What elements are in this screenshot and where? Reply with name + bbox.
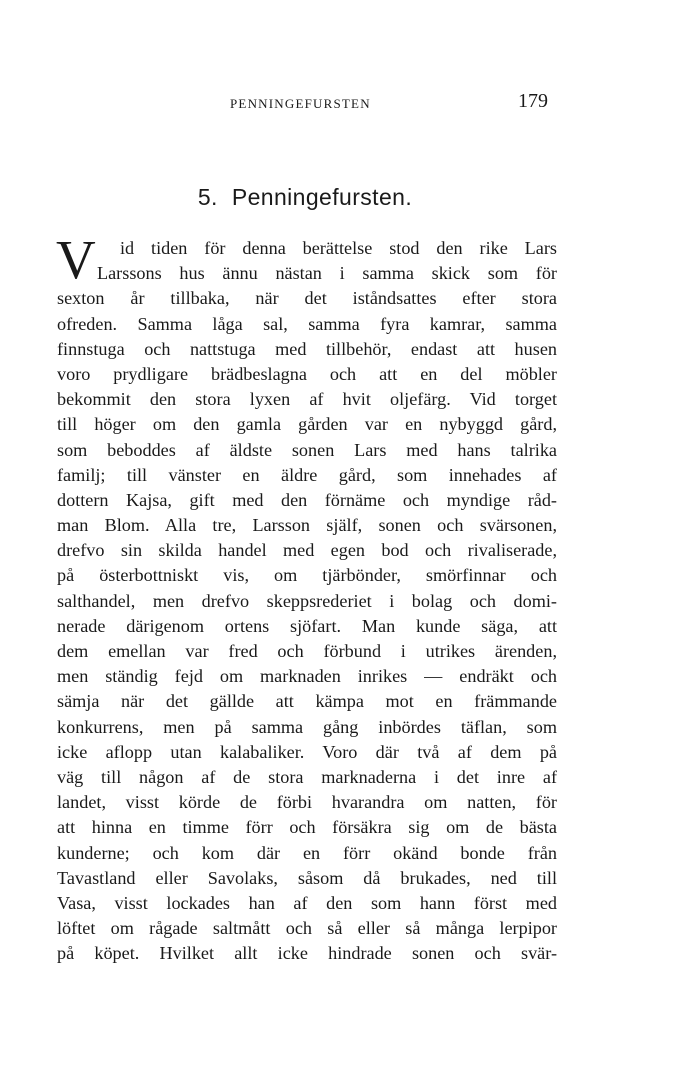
text-line: nerade därigenom ortens sjöfart. Man kunde säga, att (57, 615, 557, 636)
running-head (0, 90, 680, 116)
text-line: voro prydligare brädbeslagna och att en del möbler (57, 363, 557, 384)
text-line: ofreden. Samma låga sal, samma fyra kamrar, samma (57, 313, 557, 334)
text-line: drefvo sin skilda handel med egen bod och rivaliserade, (57, 540, 557, 561)
text-line: men ständig fejd om marknaden inrikes — endräkt och (57, 666, 557, 687)
chapter-heading (0, 184, 610, 211)
text-line: icke aflopp utan kalabaliker. Voro där två af dem på (57, 741, 557, 762)
text-line: id tiden för denna berättelse stod den rike Lars (120, 238, 557, 258)
text-line: på köpet. Hvilket allt icke hindrade sonen och svär- (57, 943, 557, 964)
text-line: dem emellan var fred och förbund i utrikes ärenden, (57, 641, 557, 661)
drop-cap-container (56, 229, 117, 290)
text-line: salthandel, men drefvo skeppsrederiet i bolag och domi- (57, 590, 557, 611)
text-line: att hinna en timme förr och försäkra sig om de bästa (57, 817, 557, 838)
text-line: dottern Kajsa, gift med den förnäme och myndige råd- (57, 489, 557, 510)
text-line: Larssons hus ännu nästan i samma skick som för (97, 263, 557, 284)
text-line: bekommit den stora lyxen af hvit oljefärg. Vid torget (57, 389, 557, 410)
text-line: familj; till vänster en äldre gård, som innehades af (57, 464, 557, 485)
text-line: landet, visst körde de förbi hvarandra om natten, för (57, 792, 557, 813)
text-line: på österbottniskt vis, om tjärbönder, smörfinnar och (57, 565, 557, 586)
text-line: Vasa, visst lockades han af den som hann först med (57, 892, 557, 913)
text-line: man Blom. Alla tre, Larsson själf, sonen och svärsonen, (57, 515, 557, 536)
text-line: löftet om rågade saltmått och så eller så många lerpipor (57, 918, 557, 939)
text-line: konkurrens, men på samma gång inbördes täflan, som (57, 716, 557, 737)
body-text (56, 229, 557, 966)
text-line: som beboddes af äldste sonen Lars med hans talrika (57, 439, 557, 460)
text-line: sexton år tillbaka, när det iståndsattes efter stora (57, 288, 557, 309)
chapter-number: 5. (197, 184, 218, 210)
drop-cap: V (56, 229, 96, 290)
text-line: väg till någon af de stora marknaderna i det inre af (57, 766, 557, 787)
running-title: PENNINGEFURSTEN (230, 96, 371, 111)
text-line: till höger om den gamla gården var en nybyggd gård, (57, 414, 557, 435)
chapter-title: Penningefursten. (231, 184, 413, 210)
page-number: 179 (518, 90, 548, 112)
text-line: finnstuga och nattstuga med tillbehör, endast att husen (57, 338, 557, 359)
text-line: Tavastland eller Savolaks, såsom då brukades, ned till (57, 867, 557, 888)
text-line: kunderne; och kom där en förr okänd bonde från (57, 842, 557, 863)
text-line: sämja när det gällde att kämpa mot en främmande (57, 691, 557, 712)
